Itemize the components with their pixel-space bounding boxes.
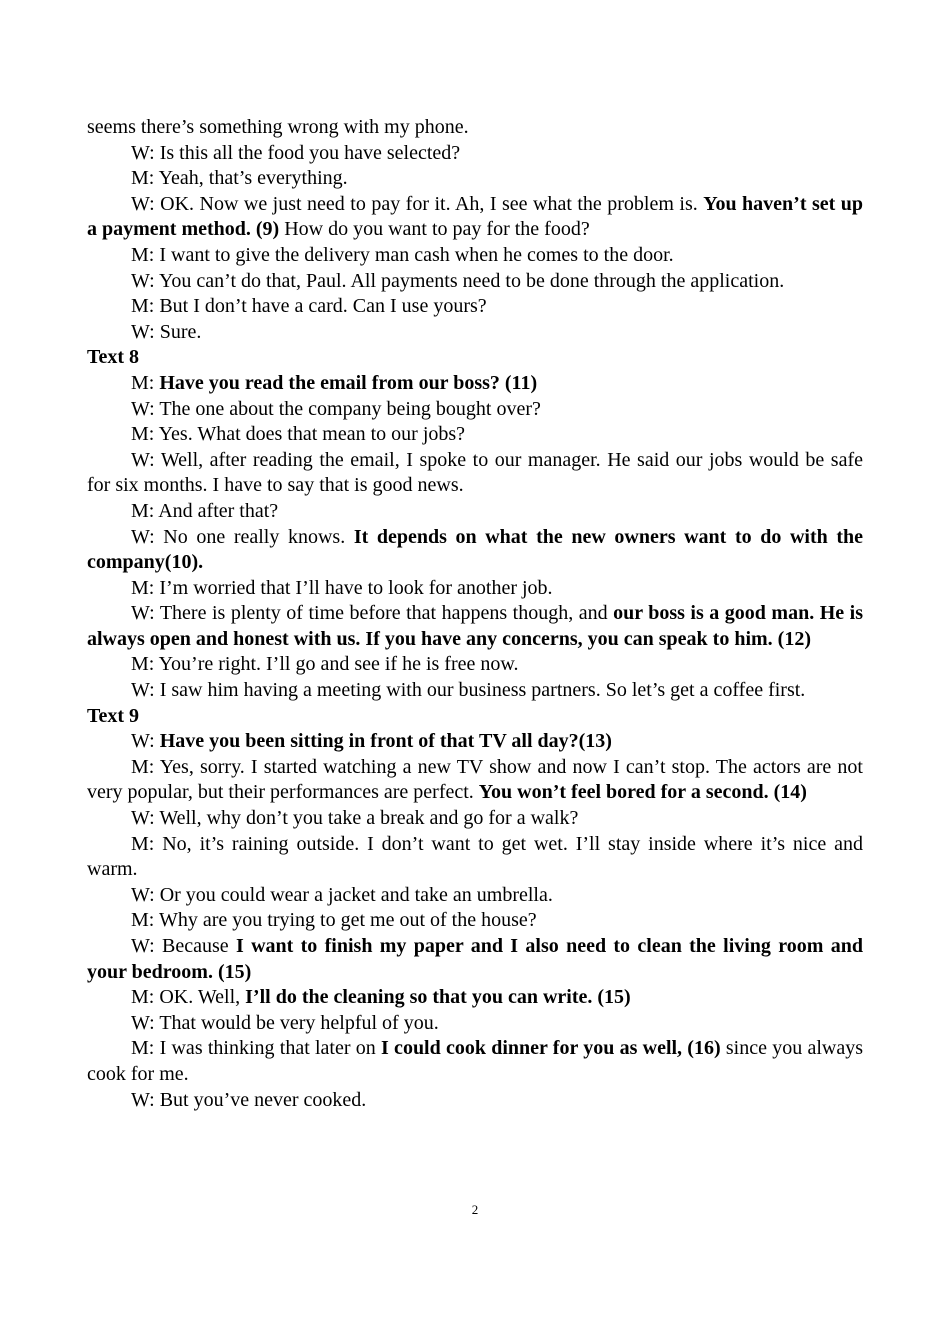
dialogue-paragraph [87, 1036, 863, 1087]
dialogue-paragraph [87, 934, 863, 985]
page-number: 2 [471, 1202, 479, 1217]
bold-text-run: You haven’t set up a payment method. (9) [87, 192, 864, 241]
dialogue-paragraph [87, 525, 863, 576]
bold-text-run: Text 8 [87, 346, 140, 369]
text-run: W: But you’ve never cooked. [131, 1088, 367, 1111]
text-run: M: But I don’t have a card. Can I use yours? [131, 295, 487, 318]
dialogue-paragraph [87, 832, 863, 883]
dialogue-paragraph [87, 806, 863, 832]
text-run: W: Well, why don’t you take a break and go for a walk? [131, 807, 579, 830]
dialogue-paragraph [87, 499, 863, 525]
text-run: M: You’re right. I’ll go and see if he is free now. [131, 653, 519, 676]
dialogue-paragraph [87, 192, 863, 243]
text-run: M: And after that? [131, 499, 279, 522]
text-run: M: I want to give the delivery man cash when he comes to the door. [131, 243, 674, 266]
text-run: W: OK. Now we just need to pay for it. Ah, I see what the problem is. [131, 192, 704, 215]
text-run: W: Well, after reading the email, I spoke to our manager. He said our jobs would be safe for six months. I have to say that is good news. [87, 448, 863, 497]
text-run: M: Yeah, that’s everything. [131, 167, 348, 190]
dialogue-paragraph [87, 755, 863, 806]
bold-text-run: I’ll do the cleaning so that you can write. (15) [245, 986, 631, 1009]
bold-text-run: our boss is a good man. He is always open and honest with us. If you have any concerns, you can speak to him. (12) [87, 602, 863, 650]
dialogue-paragraph [87, 397, 863, 423]
text-run: M: Yes, sorry. I started watching a new TV show and now I can’t stop. The actors are not very popular, but their performances are perfect. [87, 755, 863, 804]
dialogue-paragraph [87, 422, 863, 448]
dialogue-paragraph [87, 166, 863, 192]
dialogue-paragraph [87, 371, 863, 397]
dialogue-paragraph [87, 652, 863, 678]
dialogue-paragraph [87, 576, 863, 602]
text-run: W: Sure. [131, 320, 202, 343]
dialogue-paragraph [87, 294, 863, 320]
text-run: W: I saw him having a meeting with our business partners. So let’s get a coffee first. [131, 679, 806, 702]
dialogue-paragraph [87, 448, 863, 499]
dialogue-paragraph [87, 269, 863, 295]
text-run: W: There is plenty of time before that happens though, and [131, 602, 614, 625]
text-run: W: Because [131, 935, 236, 957]
bold-text-run: I want to finish my paper and I also need to clean the living room and your bedroom. (15) [87, 935, 864, 983]
text-run: M: I’m worried that I’ll have to look for another job. [131, 576, 553, 599]
text-run: How do you want to pay for the food? [279, 218, 590, 241]
bold-text-run: You won’t feel bored for a second. (14) [478, 781, 807, 804]
bold-text-run: Text 9 [87, 704, 140, 727]
dialogue-paragraph [87, 141, 863, 167]
text-run: W: The one about the company being bought over? [131, 397, 541, 420]
text-run: W: No one really knows. [131, 525, 354, 548]
text-run: M: Yes. What does that mean to our jobs? [131, 423, 466, 446]
text-run: W: That would be very helpful of you. [131, 1011, 439, 1034]
section-heading [87, 704, 863, 730]
section-heading [87, 345, 863, 371]
text-run: M: Why are you trying to get me out of the house? [131, 909, 537, 932]
bold-text-run: Have you been sitting in front of that TV all day?(13) [159, 730, 612, 753]
dialogue-paragraph [87, 908, 863, 934]
dialogue-paragraph [87, 243, 863, 269]
text-run: M: I was thinking that later on [131, 1037, 382, 1060]
dialogue-paragraph [87, 115, 863, 141]
dialogue-paragraph [87, 883, 863, 909]
document-page [87, 115, 863, 1113]
bold-text-run: It depends on what the new owners want to do with the company(10). [87, 525, 863, 574]
dialogue-paragraph [87, 1011, 863, 1037]
bold-text-run: Have you read the email from our boss? (11) [159, 371, 538, 394]
text-run: since you always cook for me. [87, 1037, 863, 1085]
text-run: W: You can’t do that, Paul. All payments need to be done through the application. [131, 269, 785, 292]
dialogue-paragraph [87, 729, 863, 755]
text-run: W: Is this all the food you have selected? [131, 141, 461, 164]
dialogue-paragraph [87, 601, 863, 652]
dialogue-paragraph [87, 1088, 863, 1114]
dialogue-paragraph [87, 678, 863, 704]
text-run: seems there’s something wrong with my phone. [87, 116, 469, 138]
dialogue-paragraph [87, 985, 863, 1011]
text-run: W: Or you could wear a jacket and take an umbrella. [131, 883, 553, 906]
dialogue-paragraph [87, 320, 863, 346]
text-run: M: No, it’s raining outside. I don’t want to get wet. I’ll stay inside where it’s nice and warm. [87, 832, 863, 881]
text-run: W: [131, 730, 160, 753]
bold-text-run: I could cook dinner for you as well, (16) [381, 1037, 721, 1060]
text-run: M: [131, 371, 160, 394]
text-run: M: OK. Well, [131, 986, 246, 1009]
